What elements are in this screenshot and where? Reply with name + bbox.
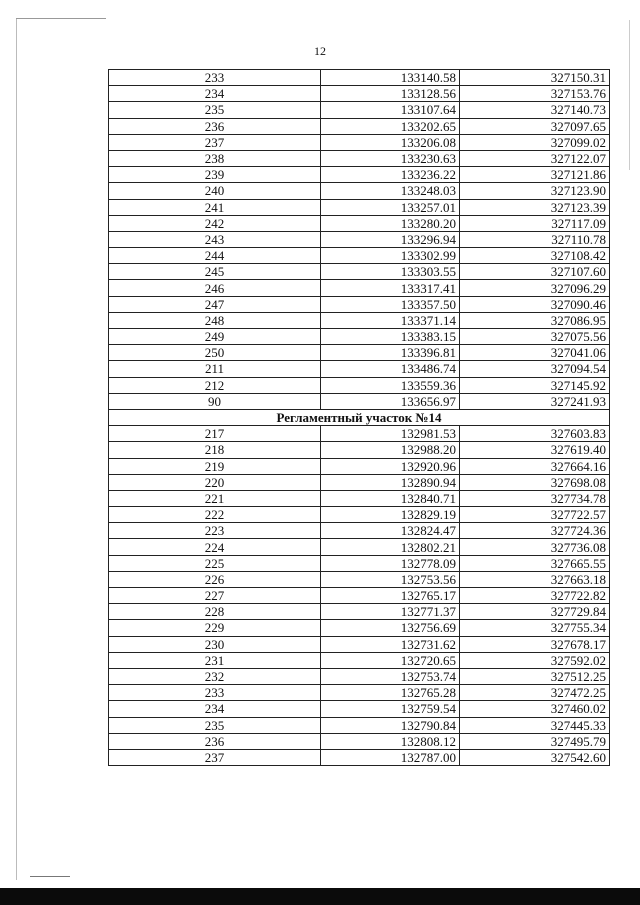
point-number-cell: 237 bbox=[109, 134, 321, 150]
x-coordinate-cell: 132840.71 bbox=[321, 490, 460, 506]
point-number-cell: 243 bbox=[109, 231, 321, 247]
x-coordinate-cell: 133128.56 bbox=[321, 86, 460, 102]
table-row bbox=[109, 523, 610, 539]
point-number-cell: 241 bbox=[109, 199, 321, 215]
point-number-cell: 233 bbox=[109, 685, 321, 701]
y-coordinate-cell: 327153.76 bbox=[460, 86, 610, 102]
point-number-cell: 222 bbox=[109, 507, 321, 523]
table-row bbox=[109, 215, 610, 231]
x-coordinate-cell: 133257.01 bbox=[321, 199, 460, 215]
table-row bbox=[109, 264, 610, 280]
point-number-cell: 247 bbox=[109, 296, 321, 312]
x-coordinate-cell: 133656.97 bbox=[321, 393, 460, 409]
table-row bbox=[109, 636, 610, 652]
y-coordinate-cell: 327472.25 bbox=[460, 685, 610, 701]
x-coordinate-cell: 132790.84 bbox=[321, 717, 460, 733]
table-row bbox=[109, 458, 610, 474]
table-row bbox=[109, 102, 610, 118]
section-heading: Регламентный участок №14 bbox=[109, 409, 610, 425]
x-coordinate-cell: 133357.50 bbox=[321, 296, 460, 312]
y-coordinate-cell: 327663.18 bbox=[460, 571, 610, 587]
point-number-cell: 236 bbox=[109, 733, 321, 749]
table-row bbox=[109, 329, 610, 345]
table-row bbox=[109, 555, 610, 571]
point-number-cell: 226 bbox=[109, 571, 321, 587]
point-number-cell: 217 bbox=[109, 426, 321, 442]
point-number-cell: 244 bbox=[109, 248, 321, 264]
point-number-cell: 235 bbox=[109, 102, 321, 118]
point-number-cell: 224 bbox=[109, 539, 321, 555]
table-body-before bbox=[109, 70, 610, 410]
table-row bbox=[109, 231, 610, 247]
point-number-cell: 225 bbox=[109, 555, 321, 571]
table-body-after bbox=[109, 426, 610, 766]
y-coordinate-cell: 327041.06 bbox=[460, 345, 610, 361]
table-row bbox=[109, 668, 610, 684]
point-number-cell: 233 bbox=[109, 70, 321, 86]
y-coordinate-cell: 327722.82 bbox=[460, 588, 610, 604]
y-coordinate-cell: 327097.65 bbox=[460, 118, 610, 134]
x-coordinate-cell: 133371.14 bbox=[321, 312, 460, 328]
x-coordinate-cell: 133280.20 bbox=[321, 215, 460, 231]
table-row bbox=[109, 134, 610, 150]
y-coordinate-cell: 327108.42 bbox=[460, 248, 610, 264]
y-coordinate-cell: 327619.40 bbox=[460, 442, 610, 458]
point-number-cell: 223 bbox=[109, 523, 321, 539]
y-coordinate-cell: 327603.83 bbox=[460, 426, 610, 442]
table-row bbox=[109, 296, 610, 312]
x-coordinate-cell: 132824.47 bbox=[321, 523, 460, 539]
table-row bbox=[109, 588, 610, 604]
point-number-cell: 249 bbox=[109, 329, 321, 345]
table-row bbox=[109, 167, 610, 183]
table-row bbox=[109, 183, 610, 199]
point-number-cell: 240 bbox=[109, 183, 321, 199]
point-number-cell: 236 bbox=[109, 118, 321, 134]
table-row bbox=[109, 539, 610, 555]
y-coordinate-cell: 327729.84 bbox=[460, 604, 610, 620]
x-coordinate-cell: 133230.63 bbox=[321, 150, 460, 166]
y-coordinate-cell: 327736.08 bbox=[460, 539, 610, 555]
table-row bbox=[109, 248, 610, 264]
point-number-cell: 245 bbox=[109, 264, 321, 280]
y-coordinate-cell: 327698.08 bbox=[460, 474, 610, 490]
y-coordinate-cell: 327107.60 bbox=[460, 264, 610, 280]
x-coordinate-cell: 132731.62 bbox=[321, 636, 460, 652]
x-coordinate-cell: 132787.00 bbox=[321, 749, 460, 765]
x-coordinate-cell: 132753.56 bbox=[321, 571, 460, 587]
point-number-cell: 248 bbox=[109, 312, 321, 328]
point-number-cell: 239 bbox=[109, 167, 321, 183]
table-row bbox=[109, 361, 610, 377]
point-number-cell: 231 bbox=[109, 652, 321, 668]
y-coordinate-cell: 327117.09 bbox=[460, 215, 610, 231]
point-number-cell: 90 bbox=[109, 393, 321, 409]
point-number-cell: 218 bbox=[109, 442, 321, 458]
table-row bbox=[109, 118, 610, 134]
y-coordinate-cell: 327665.55 bbox=[460, 555, 610, 571]
table-row bbox=[109, 442, 610, 458]
table-row bbox=[109, 86, 610, 102]
y-coordinate-cell: 327140.73 bbox=[460, 102, 610, 118]
x-coordinate-cell: 132765.28 bbox=[321, 685, 460, 701]
scan-edge-left bbox=[16, 18, 17, 880]
y-coordinate-cell: 327724.36 bbox=[460, 523, 610, 539]
table-row bbox=[109, 652, 610, 668]
y-coordinate-cell: 327678.17 bbox=[460, 636, 610, 652]
table-row bbox=[109, 749, 610, 765]
x-coordinate-cell: 133206.08 bbox=[321, 134, 460, 150]
y-coordinate-cell: 327755.34 bbox=[460, 620, 610, 636]
point-number-cell: 228 bbox=[109, 604, 321, 620]
y-coordinate-cell: 327122.07 bbox=[460, 150, 610, 166]
table-row bbox=[109, 377, 610, 393]
point-number-cell: 246 bbox=[109, 280, 321, 296]
x-coordinate-cell: 133107.64 bbox=[321, 102, 460, 118]
y-coordinate-cell: 327664.16 bbox=[460, 458, 610, 474]
x-coordinate-cell: 132981.53 bbox=[321, 426, 460, 442]
x-coordinate-cell: 132771.37 bbox=[321, 604, 460, 620]
y-coordinate-cell: 327460.02 bbox=[460, 701, 610, 717]
x-coordinate-cell: 132756.69 bbox=[321, 620, 460, 636]
x-coordinate-cell: 133236.22 bbox=[321, 167, 460, 183]
table-row bbox=[109, 150, 610, 166]
point-number-cell: 230 bbox=[109, 636, 321, 652]
point-number-cell: 221 bbox=[109, 490, 321, 506]
x-coordinate-cell: 132890.94 bbox=[321, 474, 460, 490]
y-coordinate-cell: 327090.46 bbox=[460, 296, 610, 312]
y-coordinate-cell: 327145.92 bbox=[460, 377, 610, 393]
point-number-cell: 235 bbox=[109, 717, 321, 733]
x-coordinate-cell: 132765.17 bbox=[321, 588, 460, 604]
table-row bbox=[109, 717, 610, 733]
y-coordinate-cell: 327542.60 bbox=[460, 749, 610, 765]
point-number-cell: 242 bbox=[109, 215, 321, 231]
x-coordinate-cell: 132920.96 bbox=[321, 458, 460, 474]
page-number: 12 bbox=[314, 44, 326, 58]
point-number-cell: 234 bbox=[109, 86, 321, 102]
x-coordinate-cell: 132802.21 bbox=[321, 539, 460, 555]
scan-edge-top bbox=[16, 18, 106, 19]
table-row bbox=[109, 490, 610, 506]
scan-edge-right bbox=[629, 20, 630, 170]
y-coordinate-cell: 327099.02 bbox=[460, 134, 610, 150]
y-coordinate-cell: 327110.78 bbox=[460, 231, 610, 247]
table-row bbox=[109, 312, 610, 328]
x-coordinate-cell: 133396.81 bbox=[321, 345, 460, 361]
x-coordinate-cell: 132808.12 bbox=[321, 733, 460, 749]
y-coordinate-cell: 327123.90 bbox=[460, 183, 610, 199]
y-coordinate-cell: 327512.25 bbox=[460, 668, 610, 684]
y-coordinate-cell: 327495.79 bbox=[460, 733, 610, 749]
x-coordinate-cell: 133202.65 bbox=[321, 118, 460, 134]
point-number-cell: 232 bbox=[109, 668, 321, 684]
y-coordinate-cell: 327096.29 bbox=[460, 280, 610, 296]
x-coordinate-cell: 132988.20 bbox=[321, 442, 460, 458]
x-coordinate-cell: 133317.41 bbox=[321, 280, 460, 296]
y-coordinate-cell: 327121.86 bbox=[460, 167, 610, 183]
point-number-cell: 237 bbox=[109, 749, 321, 765]
table-row bbox=[109, 571, 610, 587]
table-row bbox=[109, 199, 610, 215]
x-coordinate-cell: 133302.99 bbox=[321, 248, 460, 264]
coordinates-table bbox=[108, 69, 610, 766]
point-number-cell: 211 bbox=[109, 361, 321, 377]
x-coordinate-cell: 132720.65 bbox=[321, 652, 460, 668]
x-coordinate-cell: 133296.94 bbox=[321, 231, 460, 247]
point-number-cell: 238 bbox=[109, 150, 321, 166]
table-row bbox=[109, 280, 610, 296]
point-number-cell: 250 bbox=[109, 345, 321, 361]
table-row bbox=[109, 345, 610, 361]
section-row bbox=[109, 409, 610, 425]
point-number-cell: 227 bbox=[109, 588, 321, 604]
y-coordinate-cell: 327123.39 bbox=[460, 199, 610, 215]
y-coordinate-cell: 327734.78 bbox=[460, 490, 610, 506]
x-coordinate-cell: 133486.74 bbox=[321, 361, 460, 377]
x-coordinate-cell: 133140.58 bbox=[321, 70, 460, 86]
x-coordinate-cell: 133383.15 bbox=[321, 329, 460, 345]
x-coordinate-cell: 132829.19 bbox=[321, 507, 460, 523]
y-coordinate-cell: 327241.93 bbox=[460, 393, 610, 409]
table-row bbox=[109, 393, 610, 409]
point-number-cell: 220 bbox=[109, 474, 321, 490]
table-row bbox=[109, 620, 610, 636]
x-coordinate-cell: 133559.36 bbox=[321, 377, 460, 393]
table-row bbox=[109, 604, 610, 620]
x-coordinate-cell: 132753.74 bbox=[321, 668, 460, 684]
table-row bbox=[109, 701, 610, 717]
y-coordinate-cell: 327592.02 bbox=[460, 652, 610, 668]
y-coordinate-cell: 327445.33 bbox=[460, 717, 610, 733]
point-number-cell: 212 bbox=[109, 377, 321, 393]
x-coordinate-cell: 133303.55 bbox=[321, 264, 460, 280]
scan-mark bbox=[30, 876, 70, 877]
y-coordinate-cell: 327086.95 bbox=[460, 312, 610, 328]
point-number-cell: 229 bbox=[109, 620, 321, 636]
point-number-cell: 234 bbox=[109, 701, 321, 717]
table-row bbox=[109, 70, 610, 86]
y-coordinate-cell: 327150.31 bbox=[460, 70, 610, 86]
x-coordinate-cell: 132759.54 bbox=[321, 701, 460, 717]
table-row bbox=[109, 685, 610, 701]
y-coordinate-cell: 327075.56 bbox=[460, 329, 610, 345]
table-row bbox=[109, 507, 610, 523]
x-coordinate-cell: 133248.03 bbox=[321, 183, 460, 199]
x-coordinate-cell: 132778.09 bbox=[321, 555, 460, 571]
y-coordinate-cell: 327722.57 bbox=[460, 507, 610, 523]
table-row bbox=[109, 426, 610, 442]
table-row bbox=[109, 733, 610, 749]
point-number-cell: 219 bbox=[109, 458, 321, 474]
y-coordinate-cell: 327094.54 bbox=[460, 361, 610, 377]
section-row-group bbox=[109, 409, 610, 425]
table-row bbox=[109, 474, 610, 490]
scan-bottom-band bbox=[0, 888, 640, 905]
